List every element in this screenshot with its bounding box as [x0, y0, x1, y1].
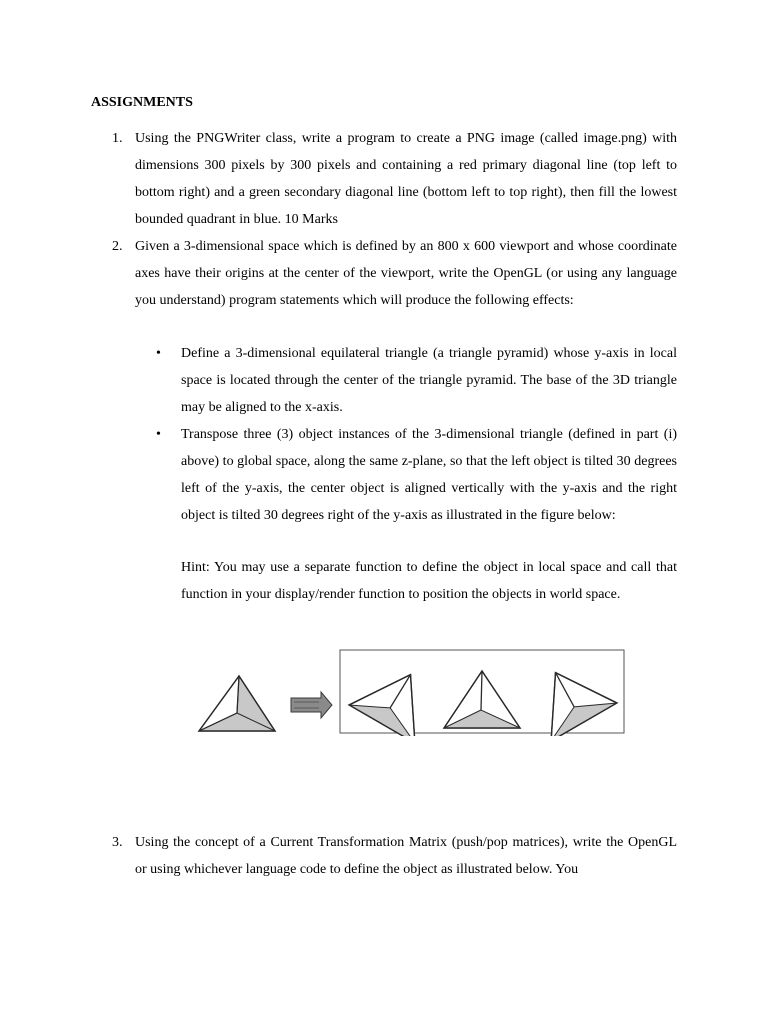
source-pyramid [199, 676, 275, 731]
result-pyramid-center [444, 671, 520, 728]
item-3-number: 3. [112, 835, 123, 850]
pyramid-transform-figure [195, 648, 627, 736]
item-2-number: 2. [112, 239, 123, 254]
bullet-1-symbol: • [156, 346, 161, 361]
arrow-icon [291, 692, 332, 718]
bullet-2-text: Transpose three (3) object instances of the 3-dimensional triangle (defined in part (i) above) to global space, along the same z-plane, so that the left object is tilted 30 degrees left of the y-axis, the center object is aligned vertically with the y-axis and the right object is tilted 30 degrees right of the y-axis as illustrated in the figure below: [181, 427, 677, 523]
section-heading: ASSIGNMENTS [91, 95, 193, 110]
bullet-2-hint: Hint: You may use a separate function to define the object in local space and call that function in your display/render function to position the objects in world space. [181, 560, 677, 602]
item-3-text: Using the concept of a Current Transformation Matrix (push/pop matrices), write the OpenGL or using whichever language code to define the object as illustrated below. You [135, 835, 677, 877]
bullet-1-text: Define a 3-dimensional equilateral triangle (a triangle pyramid) whose y-axis in local space is located through the center of the triangle pyramid. The base of the 3D triangle may be aligned to the x-axis. [181, 346, 677, 415]
item-1-number: 1. [112, 131, 123, 146]
result-pyramid-right [523, 654, 617, 736]
item-2-text: Given a 3-dimensional space which is defined by an 800 x 600 viewport and whose coordinate axes have their origins at the center of the viewport, write the OpenGL (or using any language you understand) program statements which will produce the following effects: [135, 239, 677, 308]
result-pyramid-left [349, 656, 443, 736]
bullet-2-symbol: • [156, 427, 161, 442]
item-1-text: Using the PNGWriter class, write a program to create a PNG image (called image.png) with dimensions 300 pixels by 300 pixels and containing a red primary diagonal line (top left to bottom right) and a green secondary diagonal line (bottom left to top right), then fill the lowest bounded quadrant in blue. 10 Marks [135, 131, 677, 227]
